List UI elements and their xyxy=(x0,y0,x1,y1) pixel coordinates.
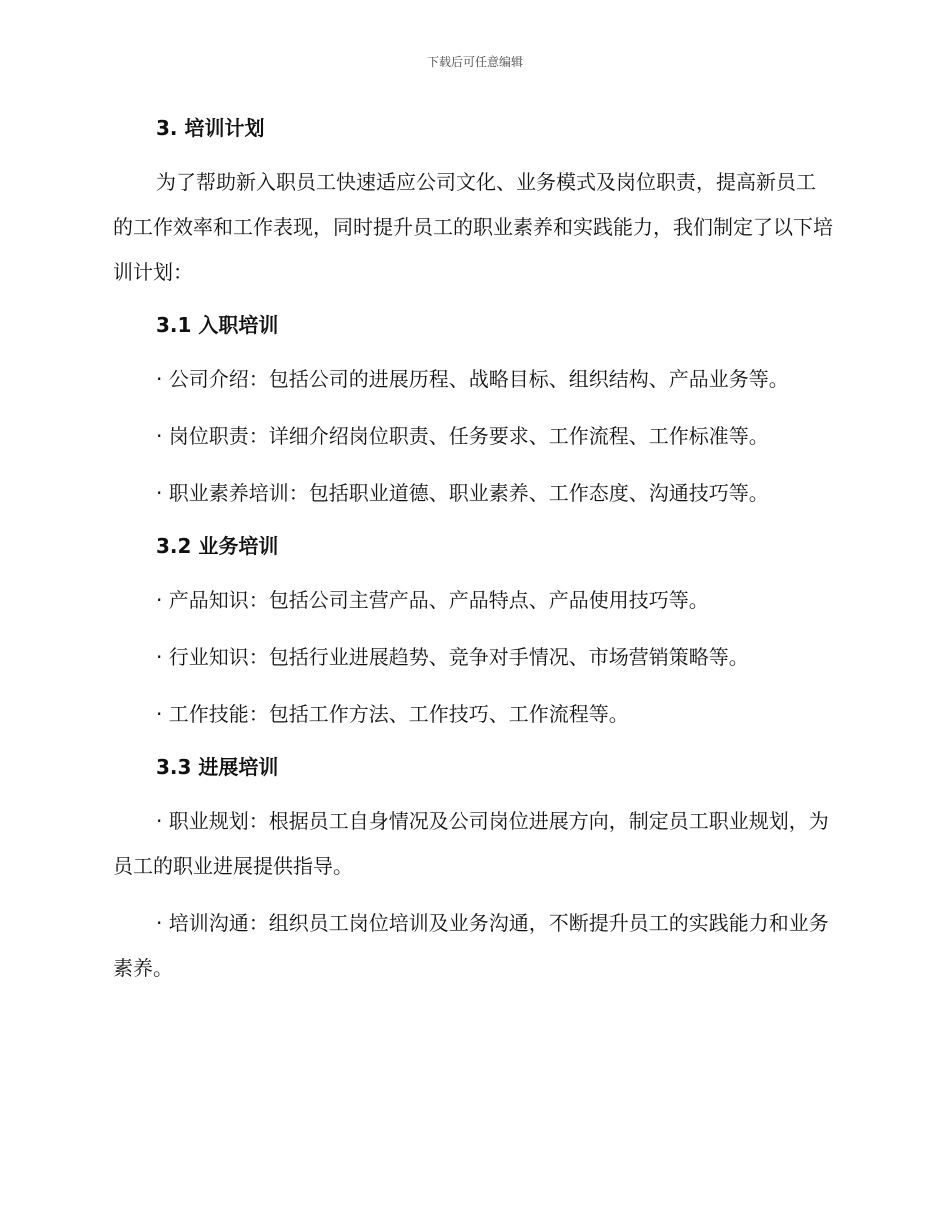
list-item: · 工作技能：包括工作方法、工作技巧、工作流程等。 xyxy=(156,702,629,726)
list-item: · 培训沟通：组织员工岗位培训及业务沟通，不断提升员工的实践能力和业务素养。 xyxy=(113,911,829,980)
list-item: · 产品知识：包括公司主营产品、产品特点、产品使用技巧等。 xyxy=(156,588,709,612)
list-item: · 岗位职责：详细介绍岗位职责、任务要求、工作流程、工作标准等。 xyxy=(156,424,769,448)
intro-paragraph: 为了帮助新入职员工快速适应公司文化、业务模式及岗位职责，提高新员工的工作效率和工作表现，同时提升员工的职业素养和实践能力，我们制定了以下培训计划： xyxy=(113,170,833,284)
document-body xyxy=(113,110,835,991)
subsection-title-business: 3.2 业务培训 xyxy=(156,534,279,558)
page-header-note: 下载后可任意编辑 xyxy=(426,55,523,69)
list-item: · 公司介绍：包括公司的进展历程、战略目标、组织结构、产品业务等。 xyxy=(156,367,789,391)
list-item: · 行业知识：包括行业进展趋势、竞争对手情况、市场营销策略等。 xyxy=(156,645,749,669)
subsection-title-development: 3.3 进展培训 xyxy=(156,755,279,779)
subsection-title-onboarding: 3.1 入职培训 xyxy=(156,313,279,337)
list-item: · 职业素养培训：包括职业道德、职业素养、工作态度、沟通技巧等。 xyxy=(156,481,769,505)
list-item: · 职业规划：根据员工自身情况及公司岗位进展方向，制定员工职业规划，为员工的职业进展提供指导。 xyxy=(113,809,829,878)
section-title: 3. 培训计划 xyxy=(156,116,265,140)
